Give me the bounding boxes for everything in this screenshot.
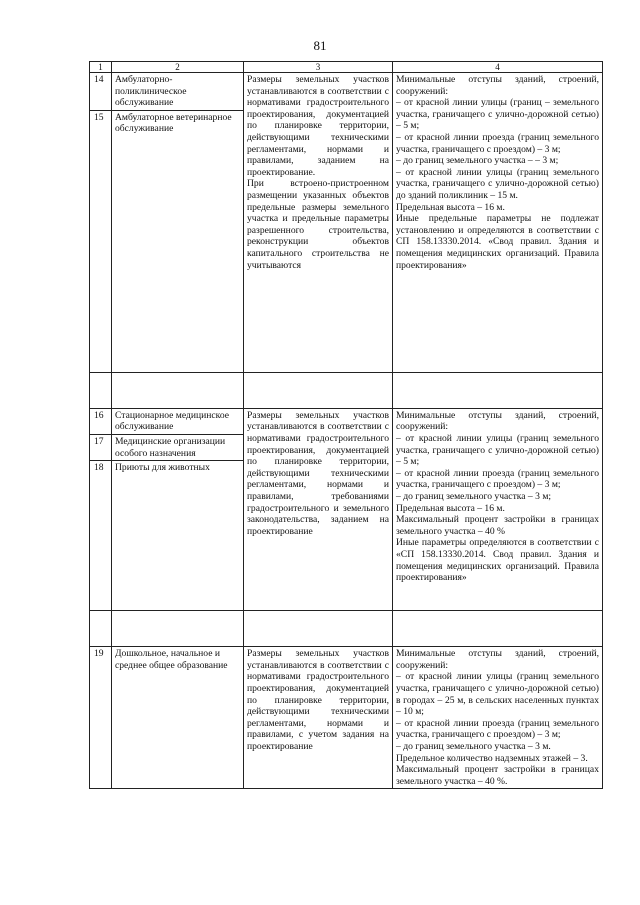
text-line: Размеры земельных участков устанавливаются в соответствии с нормативами градостроительного проектирования, документацией по планировке территории, действующими техническими регламентами, нормами и правилами, требованиями градостроительного и земельного законодательства, заданием на проектирование [247,409,389,537]
text-line: – до границ земельного участка – 3 м. [396,740,551,752]
page-number: 81 [313,38,327,53]
plot-size-cell [244,408,393,610]
table-row [90,73,603,111]
text-line: – от красной линии проезда (границ земельного участка, граничащего с проездом) – 3 м; [396,717,599,741]
text-line: Минимальные отступы зданий, строений, сооружений: [396,648,599,671]
header-cell: 4 [393,62,603,73]
spacer-cell [112,372,244,408]
use-type-name: Приюты для животных [112,461,244,611]
use-type-name: Дошкольное, начальное и среднее общее образование [112,647,244,789]
plot-size-cell [244,647,393,789]
text-line: При встроено-пристроенном размещении указанных объектов предельные размеры земельного участка и предельные параметры разрешенного строительства, реконструкции объектов капитального строительства не учитываются [247,178,389,271]
text-line: – от красной линии проезда (границ земельного участка, граничащего с проездом) – 3 м; [396,131,599,155]
row-number: 17 [90,434,112,460]
text-line: Максимальный процент застройки в границах земельного участка – 40 % [396,514,599,537]
text-line: Максимальный процент застройки в границах земельного участка – 40 %. [396,764,599,787]
row-number: 14 [90,73,112,111]
text-line: Предельная высота – 16 м. [396,201,505,213]
spacer-cell [393,611,603,647]
spacer-cell [112,611,244,647]
header-cell: 3 [244,62,393,73]
text-line: – от красной линии улицы (границ – земельного участка, граничащего с улично-дорожной сетью) – 5 м; [396,97,599,132]
table-row-spacer [90,372,603,408]
table-row [90,408,603,434]
text-line: Размеры земельных участков устанавливаются в соответствии с нормативами градостроительного проектирования, документацией по планировке территории, действующими техническими регламентами, нормами и правилами, с учетом задания на проектирование [247,648,389,752]
parameters-cell [393,408,603,610]
row-number: 19 [90,647,112,789]
parameters-cell [393,73,603,373]
use-type-name: Амбулаторное ветеринарное обслуживание [112,110,244,372]
text-line: – от красной линии улицы (границ земельного участка, граничащего с улично-дорожной сетью) в городах – 25 м, в сельских населенных пунктах – 10 м; [396,671,599,718]
use-type-name: Амбулаторно-поликлиническое обслуживание [112,73,244,111]
spacer-cell [90,611,112,647]
text-line: Иные предельные параметры не подлежат установлению и определяются в соответствии с СП 158.13330.2014. «Свод правил. Здания и помещения медицинских организаций. Правила проектирования» [396,213,599,271]
table-row-spacer [90,611,603,647]
text-line: – от красной линии проезда (границ земельного участка, граничащего с проездом) – 3 м; [396,467,599,491]
text-line: Размеры земельных участков устанавливаются в соответствии с нормативами градостроительного проектирования, документацией по планировке территории, действующими техническими регламентами, нормами и правилами, заданием на проектирование. [247,74,389,178]
text-line: – от красной линии улицы (границ земельного участка, граничащего с улично-дорожной сетью) – 5 м; [396,432,599,468]
text-line: – до границ земельного участка – 3 м; [396,490,552,502]
text-line: Минимальные отступы зданий, строений, сооружений: [396,74,599,97]
use-type-name: Стационарное медицинское обслуживание [112,408,244,434]
row-number: 18 [90,461,112,611]
plot-size-cell [244,73,393,373]
spacer-cell [90,372,112,408]
text-line: Минимальные отступы зданий, строений, сооружений: [396,409,599,433]
spacer-cell [244,372,393,408]
row-number: 16 [90,408,112,434]
table-header-row [90,62,603,73]
spacer-cell [393,372,603,408]
text-line: – до границ земельного участка – – 3 м; [396,155,559,167]
text-line: – от красной линии улицы (границ земельного участка, граничащего с улично-дорожной сетью) до зданий поликлиник – 15 м. [396,166,599,201]
parameters-cell [393,647,603,789]
spacer-cell [244,611,393,647]
use-type-name: Медицинские организации особого назначения [112,434,244,460]
zoning-table [89,61,603,789]
row-number: 15 [90,110,112,372]
text-line: Иные параметры определяются в соответствии с «СП 158.13330.2014. Свод правил. Здания и помещения медицинских организаций. Правила проектирования» [396,537,599,584]
header-cell: 1 [90,62,112,73]
text-line: Предельное количество надземных этажей – 3. [396,752,588,764]
table-row [90,647,603,789]
header-cell: 2 [112,62,244,73]
text-line: Предельная высота – 16 м. [396,502,505,514]
